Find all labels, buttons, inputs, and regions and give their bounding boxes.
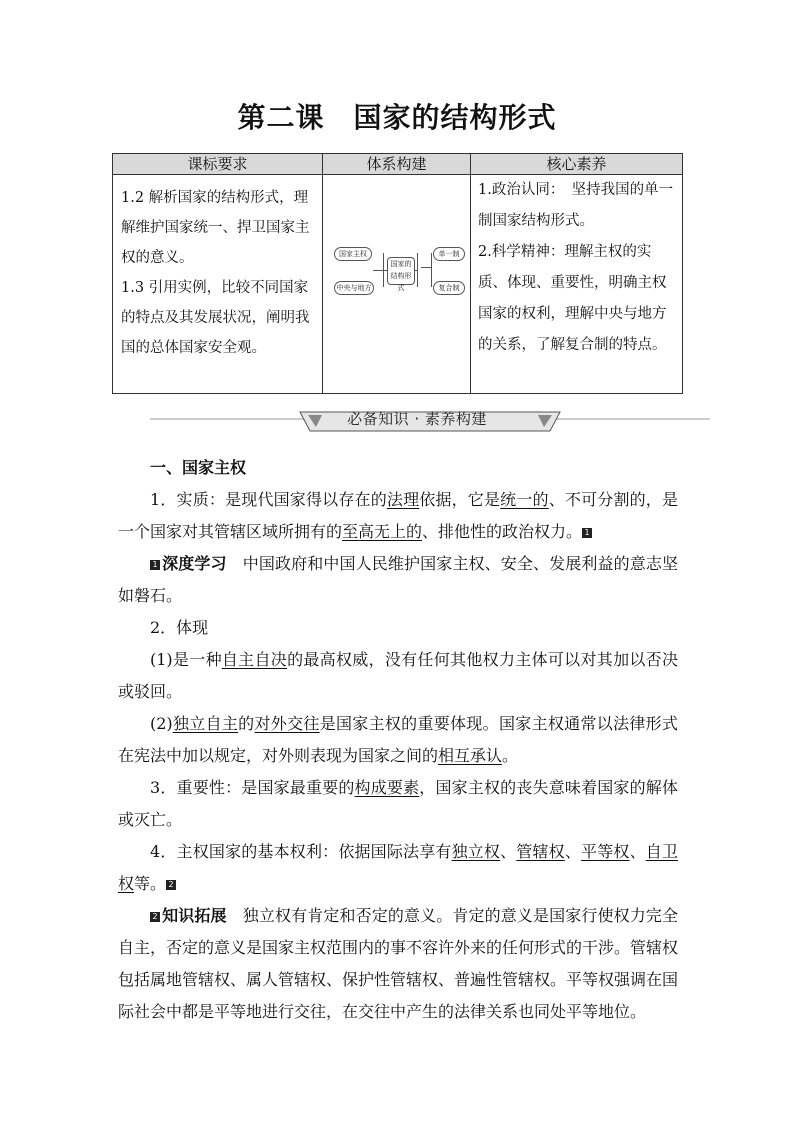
diagram-connector: [421, 267, 431, 268]
lesson-title: 第二课 国家的结构形式: [237, 101, 557, 134]
table-header-row: [113, 154, 683, 175]
paragraph-importance: 3．重要性：是国家最重要的构成要素，国家主权的丧失意味着国家的解体或灭亡。: [118, 778, 678, 829]
header-requirements: 课标要求: [113, 154, 323, 175]
lesson-body: [118, 452, 678, 1028]
requirements-cell: [113, 175, 323, 394]
requirement-item: 1.3 引用实例，比较不同国家的特点及其发展状况，阐明我国的总体国家安全观。: [121, 280, 310, 356]
paragraph-basic-rights: 4．主权国家的基本权利：依据国际法享有独立权、管辖权、平等权、自卫权等。 2: [118, 842, 678, 893]
paragraph-essence: 1．实质：是现代国家得以存在的法理依据，它是统一的、不可分割的，是一个国家对其管辖区域所拥有的至高无上的、排他性的政治权力。 1: [118, 490, 678, 541]
literacy-item: 1.政治认同： 坚持我国的单一制国家结构形式。: [478, 182, 674, 229]
footnote-marker-icon: 2: [166, 880, 176, 890]
diagram-connector: [417, 253, 418, 287]
note-marker-icon: 1: [150, 560, 160, 570]
node-central-local: 中央与地方: [334, 281, 374, 295]
footnote-marker-icon: 1: [582, 528, 592, 538]
section-heading: 一、国家主权: [150, 458, 247, 477]
note-deep-learning: 1 深度学习 中国政府和中国人民维护国家主权、安全、发展利益的意志坚如磐石。: [118, 554, 678, 605]
system-diagram-cell: [323, 175, 471, 394]
requirement-item: 1.2 解析国家的结构形式，理解维护国家统一、捍卫国家主权的意义。: [121, 190, 310, 266]
node-compound: 复合制: [433, 281, 465, 295]
paragraph-manifestation-2: (2)独立自主的对外交往是国家主权的重要体现。国家主权通常以法律形式在宪法中加以规定，对外则表现为国家之间的相互承认。: [118, 714, 678, 765]
curriculum-table: [112, 153, 683, 394]
diagram-connector: [431, 253, 432, 287]
note-marker-icon: 2: [150, 912, 160, 922]
section-banner-label: 必备知识 · 素养构建: [347, 410, 487, 428]
literacy-cell: [471, 175, 683, 394]
note-knowledge-extension: 2 知识拓展 独立权有肯定和否定的意义。肯定的意义是国家行使权力完全自主，否定的意义是国家主权范围内的事不容许外来的任何形式的干涉。管辖权包括属地管辖权、属人管辖权、保护性管辖权、普遍性管辖权。平等权强调在国际社会中都是平等地进行交往，在交往中产生的法律关系也同处平等地位。: [118, 906, 679, 1021]
header-literacy: 核心素养: [471, 154, 683, 175]
paragraph-manifestation-title: 2．体现: [150, 618, 209, 637]
concept-diagram: [323, 175, 470, 393]
literacy-item: 2.科学精神：理解主权的实质、体现、重要性，明确主权国家的权利，理解中央与地方的关系，了解复合制的特点。: [478, 244, 667, 353]
node-state-structure: 国家的结构形式: [387, 257, 415, 285]
table-body-row: [113, 175, 683, 394]
header-system: 体系构建: [323, 154, 471, 175]
paragraph-manifestation-1: (1)是一种自主自决的最高权威，没有任何其他权力主体可以对其加以否决或驳回。: [118, 650, 678, 701]
node-state-sovereignty: 国家主权: [334, 247, 372, 261]
node-unitary: 单一制: [433, 247, 465, 261]
